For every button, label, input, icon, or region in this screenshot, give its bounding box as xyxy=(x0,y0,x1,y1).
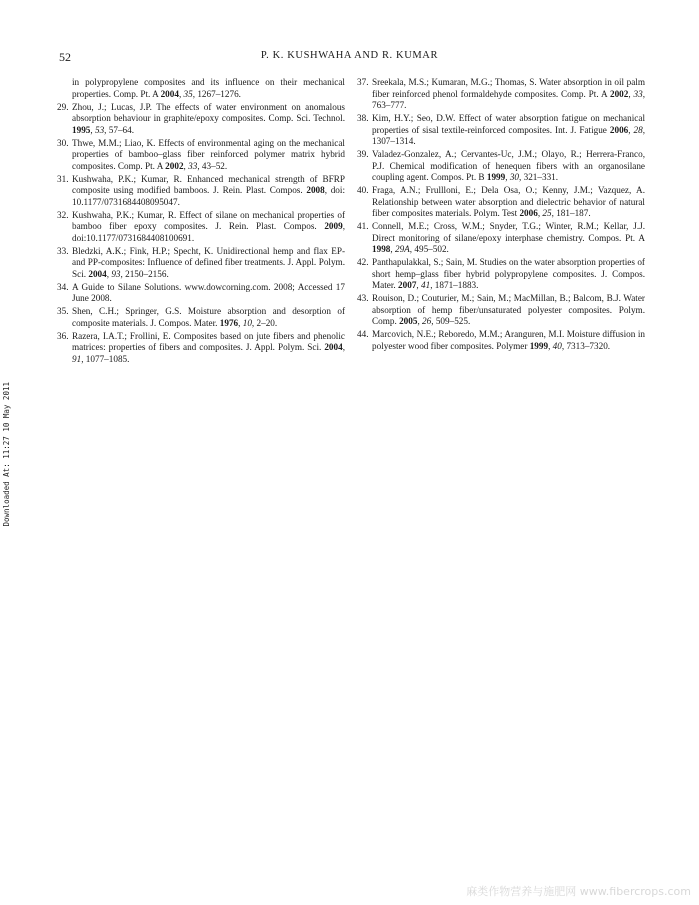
reference-text: Valadez-Gonzalez, A.; Cervantes-Uc, J.M.; Olayo, R.; Herrera-Franco, P.J. Chemical modification of henequen fibers with an organosilane coupling agent. Compos. Pt. B xyxy=(372,149,645,182)
reference-year: 1995 xyxy=(72,124,91,135)
reference-year: 2007 xyxy=(398,280,417,290)
reference-volume: 35 xyxy=(183,88,193,99)
reference-pages: , 1307–1314. xyxy=(372,124,646,146)
reference-number: 41. xyxy=(357,221,369,231)
reference-text: Thwe, M.M.; Liao, K. Effects of environmental aging on the mechanical properties of bamboo–glass fiber reinforced polymer matrix hybrid composites. Comp. Pt. A xyxy=(72,137,345,171)
reference-number: 43. xyxy=(357,293,369,303)
reference-text: in polypropylene composites and its influence on their mechanical properties. Comp. Pt. A xyxy=(72,77,345,99)
reference-year: 2004 xyxy=(160,88,179,99)
reference-text: Kushwaha, P.K.; Kumar, R. Effect of silane on mechanical properties of bamboo fiber epoxy composites. J. Rein. Plast. Compos. xyxy=(72,209,345,231)
running-head: P. K. KUSHWAHA AND R. KUMAR xyxy=(260,50,439,61)
reference-item xyxy=(57,281,345,305)
reference-text: Kim, H.Y.; Seo, D.W. Effect of water absorption fatigue on mechanical properties of sisal textile-reinforced composites. Int. J. Fatigue xyxy=(372,113,645,135)
reference-number: 36. xyxy=(57,330,69,341)
reference-item: 33. Bledzki, A.K.; Fink, H.P.; Specht, K. Unidirectional hemp and flax EP- and PP-composites: Influence of defined fiber treatments. J. Appl. Polym. Sci. 2004, 93, 2150–2156. xyxy=(57,245,345,279)
reference-text: Marcovich, N.E.; Reboredo, M.M.; Aranguren, M.I. Moisture diffusion in polyester wood fiber composites. Polymer xyxy=(372,329,645,351)
reference-pages: , doi: 10.1177/0731684408095047. xyxy=(72,185,346,207)
reference-number: 29. xyxy=(57,101,69,112)
reference-pages: , 2150–2156. xyxy=(120,268,169,279)
reference-text: Sreekala, M.S.; Kumaran, M.G.; Thomas, S. Water absorption in oil palm fiber reinforced phenol formaldehyde composites. Comp. Pt. A xyxy=(372,77,645,99)
reference-pages: , 1871–1883. xyxy=(430,280,479,290)
reference-year: 2006 xyxy=(609,124,629,135)
reference-year: 1999 xyxy=(529,340,549,351)
reference-volume: 26 xyxy=(422,316,432,326)
reference-year: 2006 xyxy=(519,208,538,218)
reference-volume: 91 xyxy=(72,353,82,364)
reference-number: 33. xyxy=(57,245,69,256)
reference-item xyxy=(57,209,345,245)
reference-number: 39. xyxy=(357,149,369,159)
reference-item: 38. Kim, H.Y.; Seo, D.W. Effect of water absorption fatigue on mechanical properties of sisal textile-reinforced composites. Int. J. Fatigue 2006, 28, 1307–1314. xyxy=(357,113,646,146)
reference-text: Shen, C.H.; Springer, G.S. Moisture absorption and desorption of composite materials. J. Compos. Mater. xyxy=(72,306,345,328)
reference-continuation: in polypropylene composites and its influence on their mechanical properties. Comp. Pt. A 2004, 35, 1267–1276. xyxy=(72,77,345,99)
reference-volume: 10 xyxy=(242,317,252,328)
reference-number: 38. xyxy=(357,113,369,123)
reference-text: Razera, I.A.T.; Frollini, E. Composites based on jute fibers and phenolic matrices: properties of fibers and composites. J. Appl. Polym. Sci. xyxy=(72,330,345,352)
reference-item: 29. Zhou, J.; Lucas, J.P. The effects of water environment on anomalous absorption behaviour in graphite/epoxy composites. Comp. Sci. Technol. 1995, 53, 57–64. xyxy=(57,101,345,135)
reference-year: 2008 xyxy=(306,185,325,195)
references-left-column xyxy=(57,77,346,367)
reference-number: 37. xyxy=(357,77,369,87)
reference-pages: , 1267–1276. xyxy=(192,88,241,99)
reference-item: 36. Razera, I.A.T.; Frollini, E. Composites based on jute fibers and phenolic matrices: properties of fibers and composites. J. Appl. Polym. Sci. 2004, 91, 1077–1085. xyxy=(57,330,345,364)
reference-volume: 33 xyxy=(188,160,198,171)
reference-item: 39. Valadez-Gonzalez, A.; Cervantes-Uc, J.M.; Olayo, R.; Herrera-Franco, P.J. Chemical modification of henequen fibers with an organosilane coupling agent. Compos. Pt. B 1999, 30, 321–331. xyxy=(357,149,645,182)
reference-number: 35. xyxy=(57,306,69,316)
reference-number: 44. xyxy=(357,329,369,339)
reference-item: 44. Marcovich, N.E.; Reboredo, M.M.; Aranguren, M.I. Moisture diffusion in polyester wood fiber composites. Polymer 1999, 40, 7313–7320. xyxy=(357,329,645,351)
reference-year: 2004 xyxy=(324,342,343,352)
reference-volume: 33 xyxy=(633,88,643,99)
reference-pages: , 495–502. xyxy=(409,244,449,254)
download-stamp: Downloaded At: 11:27 10 May 2011 xyxy=(2,382,11,527)
reference-text: Connell, M.E.; Cross, W.M.; Snyder, T.G.; Winter, R.M.; Kellar, J.J. Direct monitoring of silane/epoxy interphase chemistry. Compos. Pt. A xyxy=(372,221,645,243)
reference-item: 41. Connell, M.E.; Cross, W.M.; Snyder, T.G.; Winter, R.M.; Kellar, J.J. Direct monitoring of silane/epoxy interphase chemistry. Compos. Pt. A 1998, 29A, 495–502. xyxy=(357,221,645,254)
reference-item: 37. Sreekala, M.S.; Kumaran, M.G.; Thomas, S. Water absorption in oil palm fiber reinforced phenol formaldehyde composites. Comp. Pt. A 2002, 33, 763–777. xyxy=(357,77,646,110)
reference-text: Zhou, J.; Lucas, J.P. The effects of water environment on anomalous absorption behaviour in graphite/epoxy composites. Comp. Sci. Technol. xyxy=(72,101,345,123)
reference-number: 34. xyxy=(57,281,69,292)
reference-text: Bledzki, A.K.; Fink, H.P.; Specht, K. Unidirectional hemp and flax EP- and PP-composites: Influence of defined fiber treatments. J. Appl. Polym. Sci. xyxy=(72,245,345,279)
reference-volume: 29A xyxy=(394,244,410,254)
reference-pages: , 509–525. xyxy=(431,316,471,326)
reference-pages: , 7313–7320. xyxy=(561,340,611,351)
reference-volume: 53 xyxy=(94,124,105,135)
site-watermark: 麻类作物营养与施肥网 www.fibercrops.com xyxy=(466,885,691,898)
reference-text: Kushwaha, P.K.; Kumar, R. Enhanced mechanical strength of BFRP composite using modified bamboos. J. Rein. Plast. Compos. xyxy=(72,173,345,195)
page-number: 52 xyxy=(59,50,71,64)
reference-number: 32. xyxy=(57,209,69,220)
reference-item xyxy=(57,173,346,209)
reference-pages: , 181–187. xyxy=(551,208,591,218)
reference-item: 40. Fraga, A.N.; Frullloni, E.; Dela Osa, O.; Kenny, J.M.; Vazquez, A. Relationship between water absorption and dielectric behavior of natural fiber composites materials. Polym. Test 2006, 25, 181–187. xyxy=(357,185,645,218)
reference-pages: , 57–64. xyxy=(104,124,135,135)
reference-year: 1976 xyxy=(219,317,239,328)
reference-volume: 30 xyxy=(509,172,519,182)
reference-text: Rouison, D.; Couturier, M.; Sain, M.; MacMillan, B.; Balcom, B.J. Water absorption of hemp fiber/unsaturated polyester composites. Polym. Comp. xyxy=(372,293,645,326)
reference-text: Fraga, A.N.; Frullloni, E.; Dela Osa, O.; Kenny, J.M.; Vazquez, A. Relationship between water absorption and dielectric behavior of natural fiber composites materials. Polym. Test xyxy=(372,185,645,218)
reference-volume: 41 xyxy=(421,280,431,290)
reference-year: 2002 xyxy=(609,88,629,99)
reference-year: 1999 xyxy=(486,172,506,182)
reference-volume: 93 xyxy=(111,268,121,279)
reference-item: 35. Shen, C.H.; Springer, G.S. Moisture absorption and desorption of composite materials. J. Compos. Mater. 1976, 10, 2–20. xyxy=(57,306,345,328)
reference-number: 30. xyxy=(57,137,69,148)
reference-year: 2009 xyxy=(324,221,343,231)
reference-volume: 40 xyxy=(552,340,562,351)
reference-volume: 25 xyxy=(542,208,552,218)
reference-item: 43. Rouison, D.; Couturier, M.; Sain, M.; MacMillan, B.; Balcom, B.J. Water absorption of hemp fiber/unsaturated polyester composites. Polym. Comp. 2005, 26, 509–525. xyxy=(357,293,645,326)
reference-pages: , 763–777. xyxy=(372,88,646,110)
reference-volume: 28 xyxy=(633,124,643,135)
reference-item: 42. Panthapulakkal, S.; Sain, M. Studies on the water absorption properties of short hemp–glass fiber hybrid polypropylene composites. J. Compos. Mater. 2007, 41, 1871–1883. xyxy=(357,257,645,290)
reference-number: 31. xyxy=(57,173,69,184)
reference-number: 42. xyxy=(357,257,369,267)
reference-item: 30. Thwe, M.M.; Liao, K. Effects of environmental aging on the mechanical properties of bamboo–glass fiber reinforced polymer matrix hybrid composites. Comp. Pt. A 2002, 33, 43–52. xyxy=(57,137,345,171)
reference-number: 40. xyxy=(357,185,369,195)
references-right-column xyxy=(357,77,646,354)
reference-pages: , 1077–1085. xyxy=(81,353,130,364)
reference-text: Panthapulakkal, S.; Sain, M. Studies on the water absorption properties of short hemp–glass fiber hybrid polypropylene composites. J. Compos. Mater. xyxy=(372,257,645,290)
reference-pages: , 2–20. xyxy=(251,317,278,328)
reference-year: 1998 xyxy=(372,244,391,254)
reference-pages: , doi:10.1177/0731684408100691. xyxy=(72,221,345,243)
reference-pages: , 321–331. xyxy=(519,172,559,182)
reference-pages: , 43–52. xyxy=(197,160,228,171)
reference-year: 2004 xyxy=(88,268,107,279)
reference-year: 2005 xyxy=(399,316,418,326)
reference-year: 2002 xyxy=(165,160,184,171)
reference-text: A Guide to Silane Solutions. www.dowcorning.com. 2008; Accessed 17 June 2008. xyxy=(72,281,345,303)
